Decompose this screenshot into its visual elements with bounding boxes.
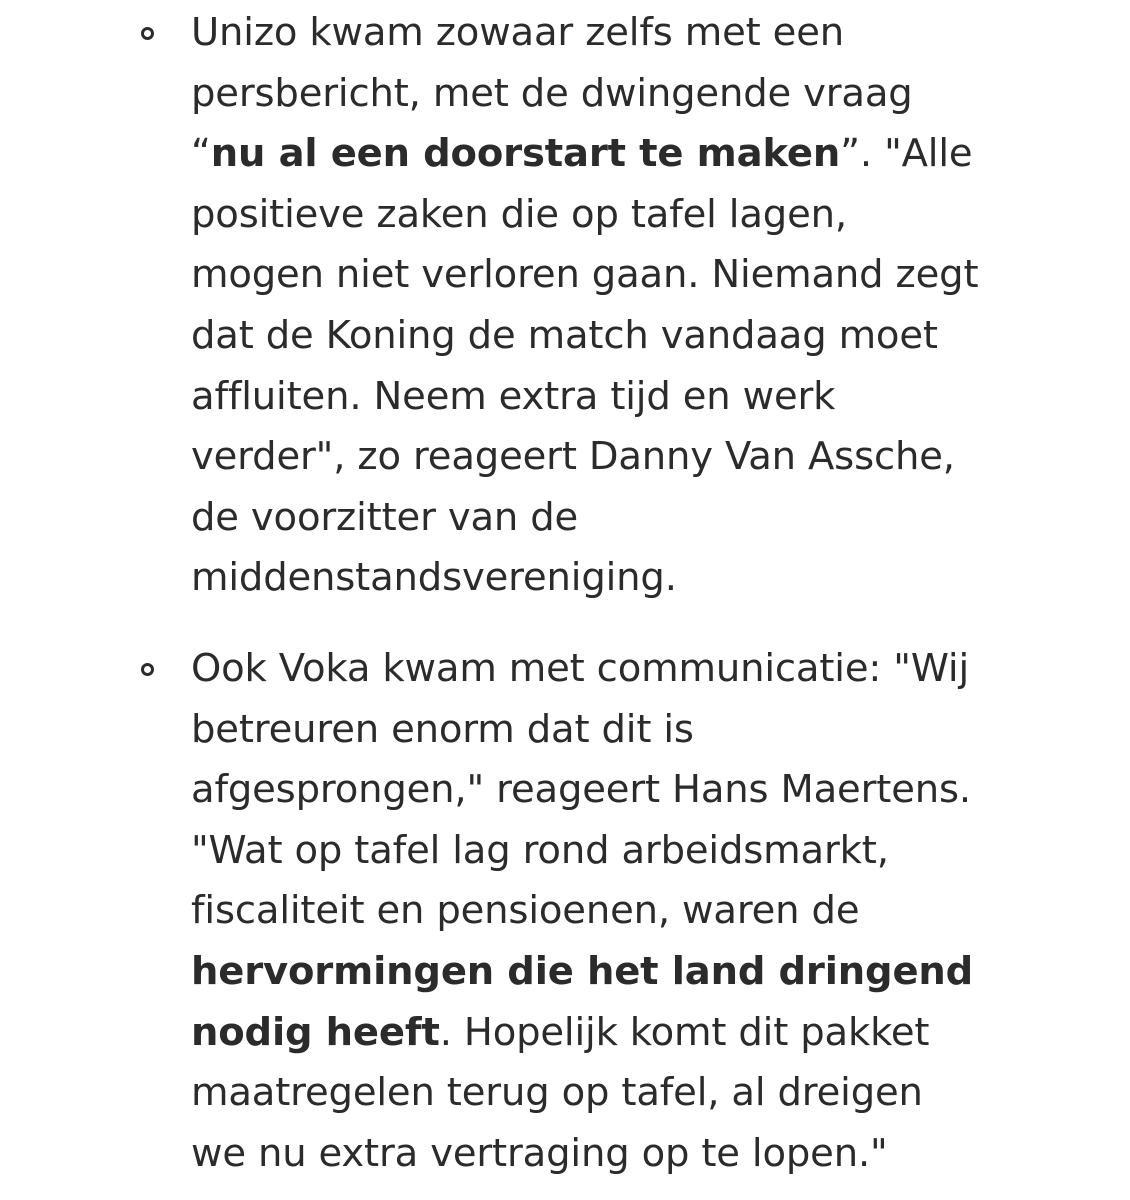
text-line (191, 124, 1041, 185)
hollow-circle-bullet-icon (141, 27, 154, 40)
text-line: positieve zaken die op tafel lagen, (191, 191, 847, 237)
text-line: "Wat op tafel lag rond arbeidsmarkt, (191, 827, 889, 873)
text-line: persbericht, met de dwingende vraag (191, 70, 913, 116)
open-quote: “ (191, 131, 211, 177)
bold-quote-doorstart: nu al een doorstart te maken (210, 131, 841, 177)
text-line (191, 942, 1041, 1003)
text-line: affluiten. Neem extra tijd en werk (191, 373, 836, 419)
hollow-circle-bullet-icon (141, 663, 154, 676)
text-line: Ook Voka kwam met communicatie: "Wij (191, 646, 969, 691)
text-line: fiscaliteit en pensioenen, waren de (191, 888, 860, 934)
text-line: afgesprongen," reageert Hans Maertens. (191, 767, 971, 813)
bullet-paragraph-unizo (191, 3, 1041, 609)
bold-nodig-heeft: nodig heeft (191, 1009, 440, 1055)
text-line: verder", zo reageert Danny Van Assche, (191, 434, 955, 480)
text-line: dat de Koning de match vandaag moet (191, 312, 938, 358)
text-after-bold: ”. "Alle (840, 131, 973, 177)
text-line: we nu extra vertraging op te lopen." (191, 1130, 888, 1176)
bullet-paragraph-voka (191, 639, 1041, 1184)
text-line: maatregelen terug op tafel, al dreigen (191, 1070, 923, 1116)
text-line: middenstandsvereniging. (191, 555, 677, 601)
text-line: mogen niet verloren gaan. Niemand zegt (191, 252, 979, 298)
text-line (191, 1003, 1041, 1064)
text-after-bold: . Hopelijk komt dit pakket (439, 1009, 930, 1055)
text-line: de voorzitter van de (191, 494, 579, 540)
text-line: Unizo kwam zowaar zelfs met een (191, 10, 844, 55)
bold-hervormingen: hervormingen die het land dringend (191, 948, 974, 994)
text-line: betreuren enorm dat dit is (191, 706, 694, 752)
